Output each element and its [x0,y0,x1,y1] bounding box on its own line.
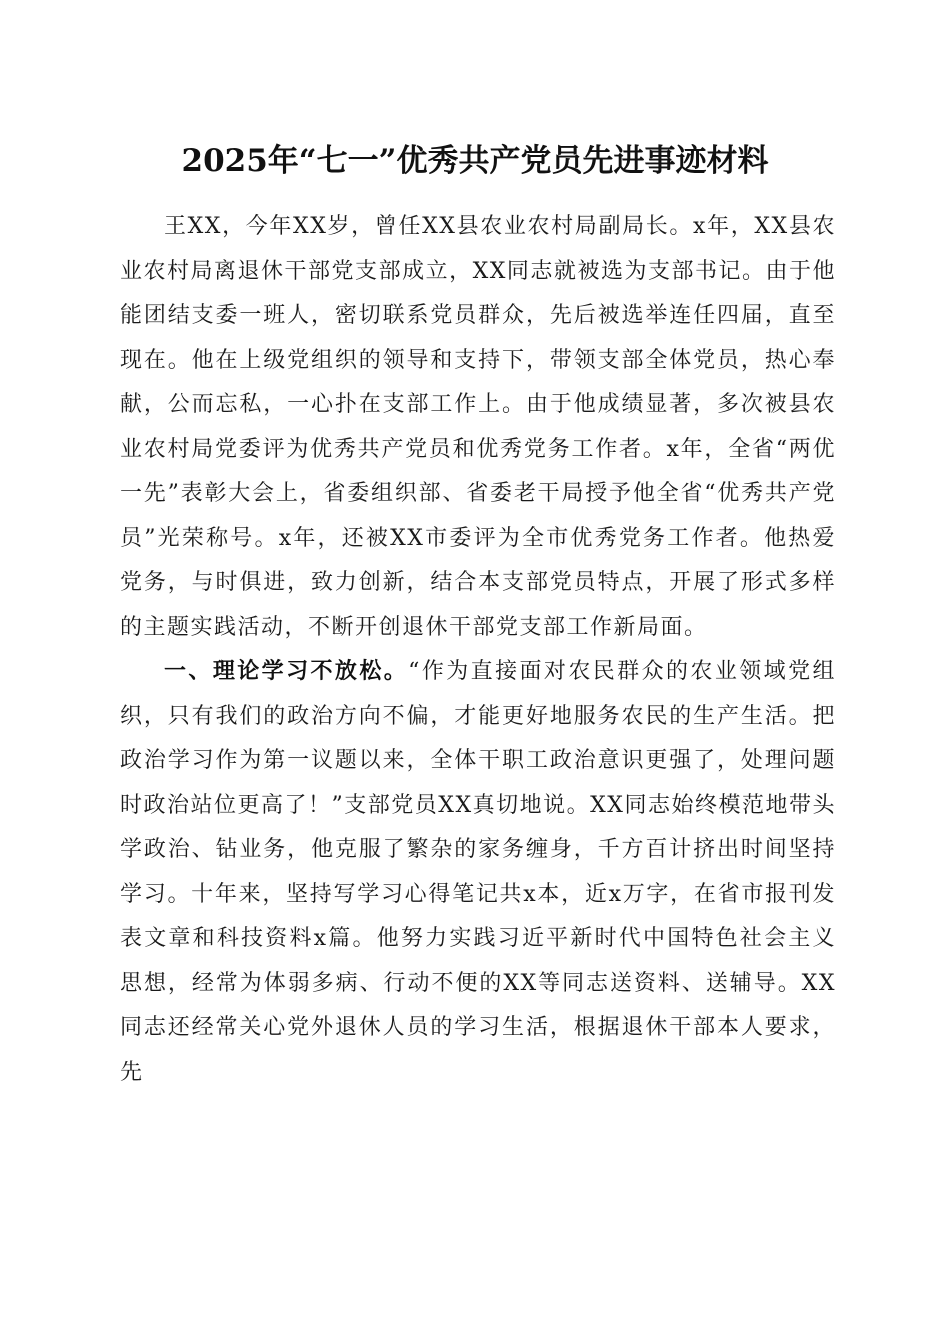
section-heading: 一、理论学习不放松。 [164,659,409,684]
paragraph-intro-text: 王XX，今年XX岁，曾任XX县农业农村局副局长。x年，XX县农业农村局离退休干部党支部成立，XX同志就被选为支部书记。由于他能团结支委一班人，密切联系党员群众，先后被选举连任四届，直至现在。他在上级党组织的领导和支持下，带领支部全体党员，热心奉献，公而忘私，一心扑在支部工作上。由于他成绩显著，多次被县农业农村局党委评为优秀共产党员和优秀党务工作者。x年，全省“两优一先”表彰大会上，省委组织部、省委老干局授予他全省“优秀共产党员”光荣称号。x年，还被XX市委评为全市优秀党务工作者。他热爱党务，与时俱进，致力创新，结合本支部党员特点，开展了形式多样的主题实践活动，不断开创退休干部党支部工作新局面。 [120,214,836,640]
document-body [120,205,836,1095]
document-title: 2025年“七一”优秀共产党员先进事迹材料 [181,143,769,179]
paragraph-section-1-text: “作为直接面对农民群众的农业领域党组织，只有我们的政治方向不偏，才能更好地服务农民的生产生活。把政治学习作为第一议题以来，全体干职工政治意识更强了，处理问题时政治站位更高了！”支部党员XX真切地说。XX同志始终模范地带头学政治、钻业务，他克服了繁杂的家务缠身，千方百计挤出时间坚持学习。十年来，坚持写学习心得笔记共x本，近x万字，在省市报刊发表文章和科技资料x篇。他努力实践习近平新时代中国特色社会主义思想，经常为体弱多病、行动不便的XX等同志送资料、送辅导。XX同志还经常关心党外退休人员的学习生活，根据退休干部本人要求，先 [120,659,836,1085]
paragraph-intro [120,205,836,650]
paragraph-section-1 [120,650,836,1095]
